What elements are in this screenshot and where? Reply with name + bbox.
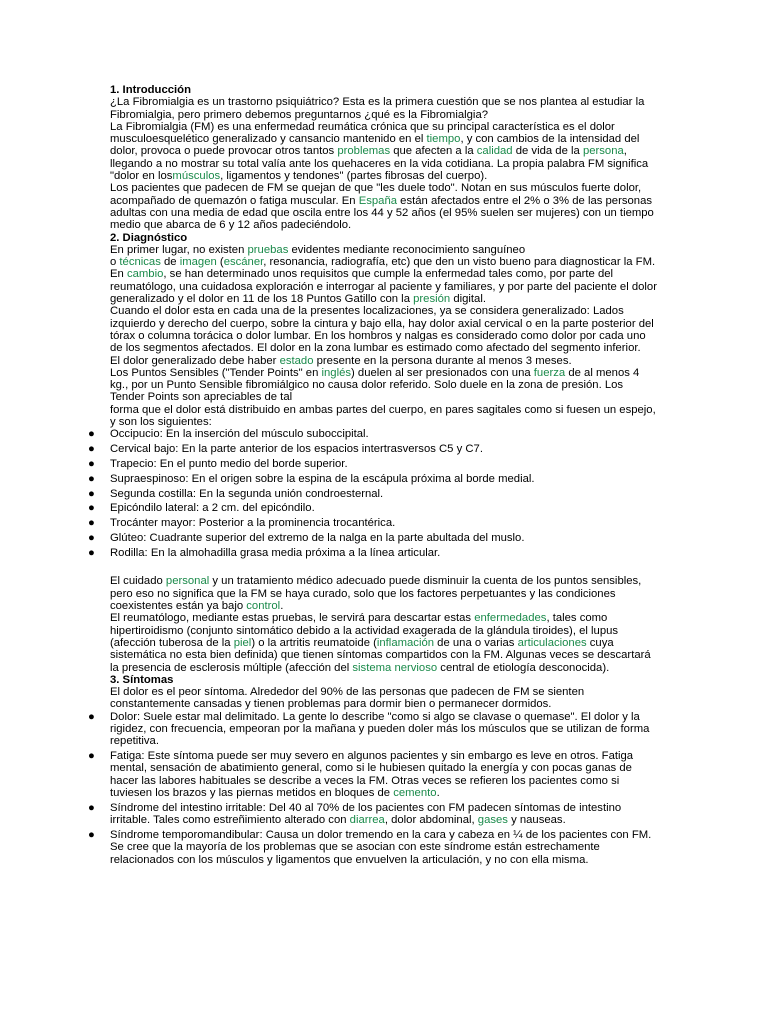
- bullet-icon: ●: [88, 472, 95, 485]
- list-item-text: Glúteo: Cuadrante superior del extremo de la nalga en la parte abultada del muslo.: [110, 531, 525, 544]
- section-heading-introduccion: 1. Introducción: [110, 84, 191, 96]
- spacer: [110, 561, 658, 575]
- inline-link[interactable]: presión: [413, 293, 451, 306]
- list-item: [88, 828, 658, 866]
- inline-link[interactable]: problemas: [337, 145, 391, 158]
- inline-link[interactable]: imagen: [179, 256, 217, 269]
- inline-link[interactable]: técnicas: [119, 256, 161, 269]
- list-item-text: Epicóndilo lateral: a 2 cm. del epicóndilo.: [110, 502, 315, 515]
- inline-link[interactable]: inglés: [321, 366, 352, 379]
- symptoms-list: [88, 710, 658, 866]
- list-item-text: Segunda costilla: En la segunda unión condroesternal.: [110, 487, 384, 500]
- bullet-icon: ●: [88, 428, 95, 441]
- inline-link[interactable]: escáner: [223, 256, 264, 269]
- inline-link[interactable]: piel: [233, 636, 252, 649]
- tender-points-list: [88, 428, 658, 559]
- bullet-icon: ●: [88, 828, 95, 841]
- list-item: [88, 546, 658, 559]
- paragraph: El cuidado personal y un tratamiento médico adecuado puede disminuir la cuenta de los puntos sensibles, pero eso no significa que la FM se haya curado, solo que los factores perpetuantes y las condiciones coexistentes están ya bajo control.: [110, 575, 642, 613]
- inline-link[interactable]: estado: [279, 354, 314, 367]
- list-item-text: Síndrome temporomandibular: Causa un dolor tremendo en la cara y cabeza en ¼ de los pacientes con FM. Se cree que la mayoría de los problemas que se asocian con este síndrome están estrechamente relacionados con los músculos y ligamentos que envuelven la articulación, y no con ella misma.: [110, 828, 652, 866]
- list-item: [88, 443, 658, 456]
- inline-link[interactable]: pruebas: [247, 243, 289, 256]
- paragraph: Cuando el dolor esta en cada una de la presentes localizaciones, ya se considera generalizado: Lados izquierdo y derecho del cuerpo, sobre la cintura y bajo ella, hay dolor axial cervical o en la parte posterior del tórax o columna torácica o dolor lumbar. En los hombros y nalgas es considerado como dolor por cada uno de los segmentos afectados. El dolor en la zona lumbar es estimado como afectado del segmento inferior.: [110, 305, 654, 355]
- paragraph: Los Puntos Sensibles ("Tender Points" en inglés) duelen al ser presionados con una fuerza de al menos 4 kg., por un Punto Sensible fibromiálgico no causa dolor referido. Solo duele en la zona de presión. Los Tender Points son apreciables de tal: [110, 366, 640, 404]
- list-item-text: Dolor: Suele estar mal delimitado. La gente lo describe "como si algo se clavase o quemase". El dolor y la rigidez, con frecuencia, empeoran por la mañana y pueden doler más los músculos que se utilizan de forma repetitiva.: [110, 710, 650, 748]
- inline-link[interactable]: cambio: [126, 268, 164, 281]
- list-item: [88, 472, 658, 485]
- list-item-text: Rodilla: En la almohadilla grasa media próxima a la línea articular.: [110, 546, 441, 559]
- inline-link[interactable]: inflamación: [376, 636, 435, 649]
- list-item: [88, 502, 658, 515]
- inline-link[interactable]: articulaciones: [517, 636, 587, 649]
- bullet-icon: ●: [88, 750, 95, 763]
- paragraph: En cambio, se han determinado unos requisitos que cumple la enfermedad tales como, por parte del reumatólogo, una cuidadosa exploración e interrogar al paciente y familiares, y por parte del paciente el dolor generalizado y el dolor en 11 de los 18 Puntos Gatillo con la presión digital.: [110, 268, 657, 306]
- list-item-text: Trapecio: En el punto medio del borde superior.: [110, 457, 348, 470]
- inline-link[interactable]: tiempo: [426, 133, 461, 146]
- list-item-text: Occipucio: En la inserción del músculo suboccipital.: [110, 428, 369, 441]
- list-item: [88, 457, 658, 470]
- inline-link[interactable]: España: [358, 194, 398, 207]
- bullet-icon: ●: [88, 517, 95, 530]
- section-heading-diagnostico: 2. Diagnóstico: [110, 231, 188, 244]
- inline-link[interactable]: control: [246, 600, 281, 613]
- list-item-text: Fatiga: Este síntoma puede ser muy severo en algunos pacientes y sin embargo es leve en otros. Fatiga mental, sensación de abatimiento general, como si le hubiesen quitado la energía y con pocas ganas de hacer las labores habituales se describe a veces la FM. Otras veces se refieren los pacientes como si tuviesen los brazos y las piernas metidos en bloques de cemento.: [110, 750, 634, 800]
- bullet-icon: ●: [88, 801, 95, 814]
- inline-link[interactable]: sistema nervioso: [352, 661, 438, 674]
- list-item: [88, 750, 658, 800]
- list-item: [88, 531, 658, 544]
- bullet-icon: ●: [88, 531, 95, 544]
- paragraph: Los pacientes que padecen de FM se quejan de que "les duele todo". Notan en sus músculos fuerte dolor, acompañado de quemazón o fatiga muscular. En España están afectados entre el 2% o 3% de las personas adultas con una media de edad que oscila entre los 44 y 52 años (el 95% suelen ser mujeres) con un tiempo medio que abarca de 6 y 12 años padeciéndolo.: [110, 182, 654, 232]
- section-heading-sintomas: 3. Síntomas: [110, 673, 174, 686]
- inline-link[interactable]: músculos: [172, 170, 221, 183]
- list-item-text: Síndrome del intestino irritable: Del 40 al 70% de los pacientes con FM padecen síntomas de intestino irritable. Tales como estreñimiento alterado con diarrea, dolor abdominal, gases y nauseas.: [110, 801, 622, 827]
- inline-link[interactable]: persona: [582, 145, 624, 158]
- bullet-icon: ●: [88, 710, 95, 723]
- list-item: [88, 517, 658, 530]
- inline-link[interactable]: enfermedades: [474, 612, 547, 625]
- list-item-text: Supraespinoso: En el origen sobre la espina de la escápula próxima al borde medial.: [110, 472, 535, 485]
- inline-link[interactable]: diarrea: [349, 814, 385, 827]
- paragraph: ¿La Fibromialgia es un trastorno psiquiátrico? Esta es la primera cuestión que se nos plantea al estudiar la Fibromialgia, pero primero debemos preguntarnos ¿qué es la Fibromialgia?: [110, 96, 645, 121]
- bullet-icon: ●: [88, 502, 95, 515]
- list-item: [88, 487, 658, 500]
- inline-link[interactable]: fuerza: [533, 366, 566, 379]
- paragraph: El dolor generalizado debe haber estado presente en la persona durante al menos 3 meses.: [110, 354, 572, 367]
- bullet-icon: ●: [88, 443, 95, 456]
- list-item: [88, 710, 658, 748]
- list-item-text: Cervical bajo: En la parte anterior de los espacios intertrasversos C5 y C7.: [110, 443, 483, 456]
- paragraph: El dolor es el peor síntoma. Alrededor del 90% de las personas que padecen de FM se sienten constantemente cansadas y tienen problemas para dormir bien o permanecer dormidos.: [110, 686, 585, 711]
- paragraph: La Fibromialgia (FM) es una enfermedad reumática crónica que su principal característica es el dolor musculoesquelético generalizado y cansancio mantenido en el tiempo, y con cambios de la intensidad del dolor, provoca o puede provocar otros tantos problemas que afecten a la calidad de vida de la persona, llegando a no mostrar su total valía ante los quehaceres en la vida cotidiana. La propia palabra FM significa "dolor en losmúsculos, ligamentos y tendones" (partes fibrosas del cuerpo).: [110, 120, 649, 183]
- inline-link[interactable]: cemento: [393, 787, 437, 800]
- list-item: [88, 801, 658, 827]
- paragraph: forma que el dolor está distribuido en ambas partes del cuerpo, en pares sagitales como si fuesen un espejo, y son los siguientes:: [110, 403, 656, 429]
- list-item: [88, 428, 658, 441]
- paragraph: El reumatólogo, mediante estas pruebas, le servirá para descartar estas enfermedades, tales como hipertiroidismo (conjunto sintomático debido a la actividad exagerada de la glándula tiroides), el lupus (afección tuberosa de la piel) o la artritis reumatoide (inflamación de una o varias articulaciones cuya sistemática no esta bien definida) que tienen síntomas compartidos con la FM. Algunas veces se descartará la presencia de esclerosis múltiple (afección del sistema nervioso central de etiología desconocida).: [110, 612, 651, 674]
- paragraph: En primer lugar, no existen pruebas evidentes mediante reconocimiento sanguíneo: [110, 243, 526, 256]
- inline-link[interactable]: personal: [165, 575, 210, 588]
- inline-link[interactable]: gases: [477, 814, 508, 827]
- paragraph: o técnicas de imagen (escáner, resonancia, radiografía, etc) que den un visto bueno para diagnosticar la FM.: [110, 256, 656, 269]
- bullet-icon: ●: [88, 457, 95, 470]
- bullet-icon: ●: [88, 487, 95, 500]
- document-body: [88, 84, 658, 868]
- list-item-text: Trocánter mayor: Posterior a la prominencia trocantérica.: [110, 517, 396, 530]
- inline-link[interactable]: calidad: [476, 145, 513, 158]
- bullet-icon: ●: [88, 546, 95, 559]
